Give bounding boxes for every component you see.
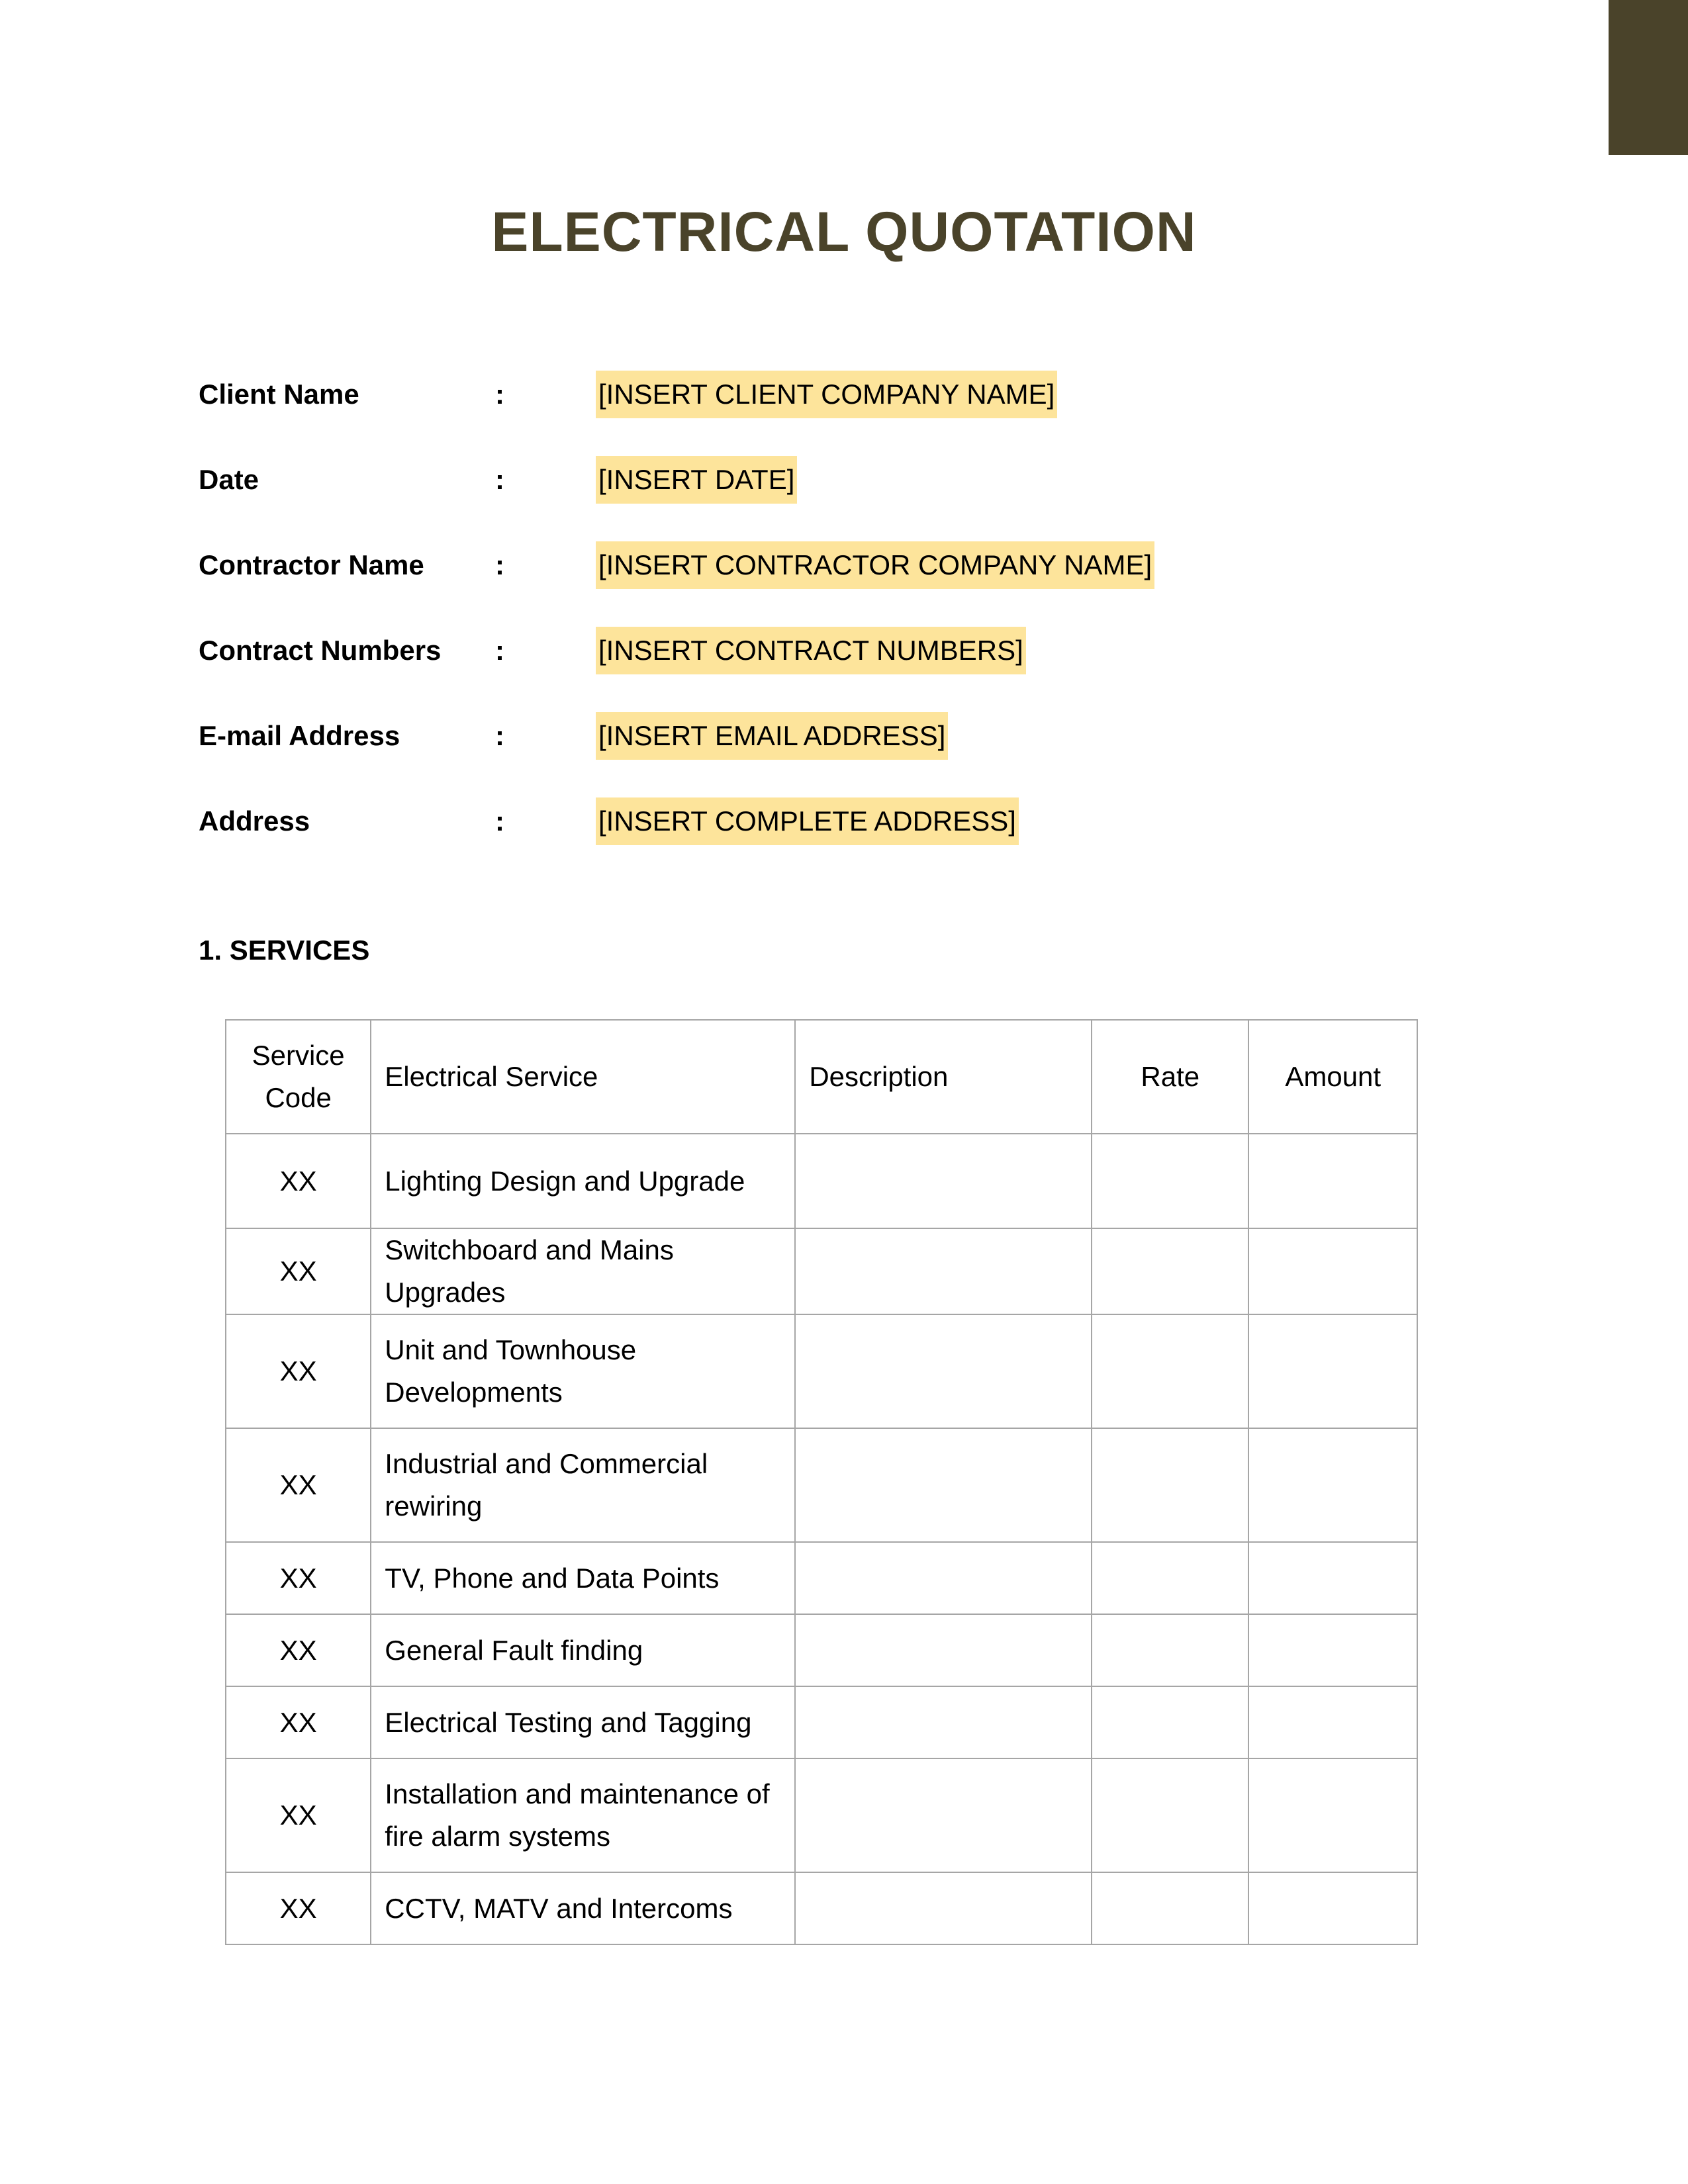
description-cell[interactable] xyxy=(795,1686,1092,1758)
rate-cell[interactable] xyxy=(1092,1614,1248,1686)
column-header-description: Description xyxy=(795,1020,1092,1134)
info-separator: : xyxy=(495,549,504,580)
info-row-address xyxy=(199,797,1456,883)
description-cell[interactable] xyxy=(795,1758,1092,1872)
column-header-rate: Rate xyxy=(1092,1020,1248,1134)
date-field[interactable]: [INSERT DATE] xyxy=(596,456,797,504)
info-separator: : xyxy=(495,464,504,495)
service-name-cell[interactable]: Switchboard and Mains Upgrades xyxy=(371,1228,795,1314)
email-address-field[interactable]: [INSERT EMAIL ADDRESS] xyxy=(596,712,948,760)
rate-cell[interactable] xyxy=(1092,1428,1248,1542)
service-code-cell[interactable]: XX xyxy=(226,1686,371,1758)
table-row xyxy=(226,1614,1417,1686)
corner-accent-tab xyxy=(1609,0,1688,155)
rate-cell[interactable] xyxy=(1092,1314,1248,1428)
info-separator: : xyxy=(495,379,504,410)
info-row-email-address xyxy=(199,712,1456,797)
description-cell[interactable] xyxy=(795,1428,1092,1542)
service-code-cell[interactable]: XX xyxy=(226,1134,371,1228)
address-field[interactable]: [INSERT COMPLETE ADDRESS] xyxy=(596,797,1019,845)
table-row xyxy=(226,1314,1417,1428)
amount-cell[interactable] xyxy=(1248,1228,1417,1314)
info-row-contractor-name xyxy=(199,541,1456,627)
table-row xyxy=(226,1872,1417,1944)
description-cell[interactable] xyxy=(795,1542,1092,1614)
service-code-cell[interactable]: XX xyxy=(226,1614,371,1686)
table-row xyxy=(226,1758,1417,1872)
service-code-cell[interactable]: XX xyxy=(226,1872,371,1944)
info-label: Date xyxy=(199,464,259,495)
info-separator: : xyxy=(495,720,504,751)
info-label: Contract Numbers xyxy=(199,635,442,666)
table-row xyxy=(226,1428,1417,1542)
client-info-block xyxy=(199,371,1456,883)
amount-cell[interactable] xyxy=(1248,1134,1417,1228)
description-cell[interactable] xyxy=(795,1228,1092,1314)
description-cell[interactable] xyxy=(795,1872,1092,1944)
info-row-client-name xyxy=(199,371,1456,456)
rate-cell[interactable] xyxy=(1092,1758,1248,1872)
service-code-cell[interactable]: XX xyxy=(226,1228,371,1314)
table-header-row xyxy=(226,1020,1417,1134)
amount-cell[interactable] xyxy=(1248,1314,1417,1428)
service-name-cell[interactable]: Lighting Design and Upgrade xyxy=(371,1134,795,1228)
description-cell[interactable] xyxy=(795,1314,1092,1428)
service-name-cell[interactable]: CCTV, MATV and Intercoms xyxy=(371,1872,795,1944)
service-name-cell[interactable]: General Fault finding xyxy=(371,1614,795,1686)
rate-cell[interactable] xyxy=(1092,1686,1248,1758)
info-label: Address xyxy=(199,805,310,837)
description-cell[interactable] xyxy=(795,1614,1092,1686)
document-title: ELECTRICAL QUOTATION xyxy=(491,201,1197,263)
info-separator: : xyxy=(495,805,504,837)
service-code-cell[interactable]: XX xyxy=(226,1542,371,1614)
contractor-name-field[interactable]: [INSERT CONTRACTOR COMPANY NAME] xyxy=(596,541,1154,589)
info-row-contract-numbers xyxy=(199,627,1456,712)
amount-cell[interactable] xyxy=(1248,1542,1417,1614)
service-code-cell[interactable]: XX xyxy=(226,1314,371,1428)
services-heading: 1. SERVICES xyxy=(199,934,370,966)
column-header-amount: Amount xyxy=(1248,1020,1417,1134)
rate-cell[interactable] xyxy=(1092,1542,1248,1614)
service-name-cell[interactable]: Industrial and Commercial rewiring xyxy=(371,1428,795,1542)
client-name-field[interactable]: [INSERT CLIENT COMPANY NAME] xyxy=(596,371,1057,418)
column-header-electrical-service: Electrical Service xyxy=(371,1020,795,1134)
amount-cell[interactable] xyxy=(1248,1614,1417,1686)
service-code-cell[interactable]: XX xyxy=(226,1428,371,1542)
service-code-cell[interactable]: XX xyxy=(226,1758,371,1872)
info-label: Client Name xyxy=(199,379,359,410)
amount-cell[interactable] xyxy=(1248,1872,1417,1944)
table-row xyxy=(226,1542,1417,1614)
info-label: Contractor Name xyxy=(199,549,424,580)
table-row xyxy=(226,1228,1417,1314)
amount-cell[interactable] xyxy=(1248,1758,1417,1872)
amount-cell[interactable] xyxy=(1248,1428,1417,1542)
amount-cell[interactable] xyxy=(1248,1686,1417,1758)
table-row xyxy=(226,1134,1417,1228)
info-label: E-mail Address xyxy=(199,720,400,751)
service-name-cell[interactable]: Installation and maintenance of fire alarm systems xyxy=(371,1758,795,1872)
info-separator: : xyxy=(495,635,504,666)
service-name-cell[interactable]: Electrical Testing and Tagging xyxy=(371,1686,795,1758)
contract-numbers-field[interactable]: [INSERT CONTRACT NUMBERS] xyxy=(596,627,1026,674)
services-table xyxy=(225,1019,1418,1945)
rate-cell[interactable] xyxy=(1092,1228,1248,1314)
rate-cell[interactable] xyxy=(1092,1134,1248,1228)
column-header-service-code: Service Code xyxy=(226,1020,371,1134)
description-cell[interactable] xyxy=(795,1134,1092,1228)
service-name-cell[interactable]: TV, Phone and Data Points xyxy=(371,1542,795,1614)
rate-cell[interactable] xyxy=(1092,1872,1248,1944)
info-row-date xyxy=(199,456,1456,541)
table-row xyxy=(226,1686,1417,1758)
service-name-cell[interactable]: Unit and Townhouse Developments xyxy=(371,1314,795,1428)
